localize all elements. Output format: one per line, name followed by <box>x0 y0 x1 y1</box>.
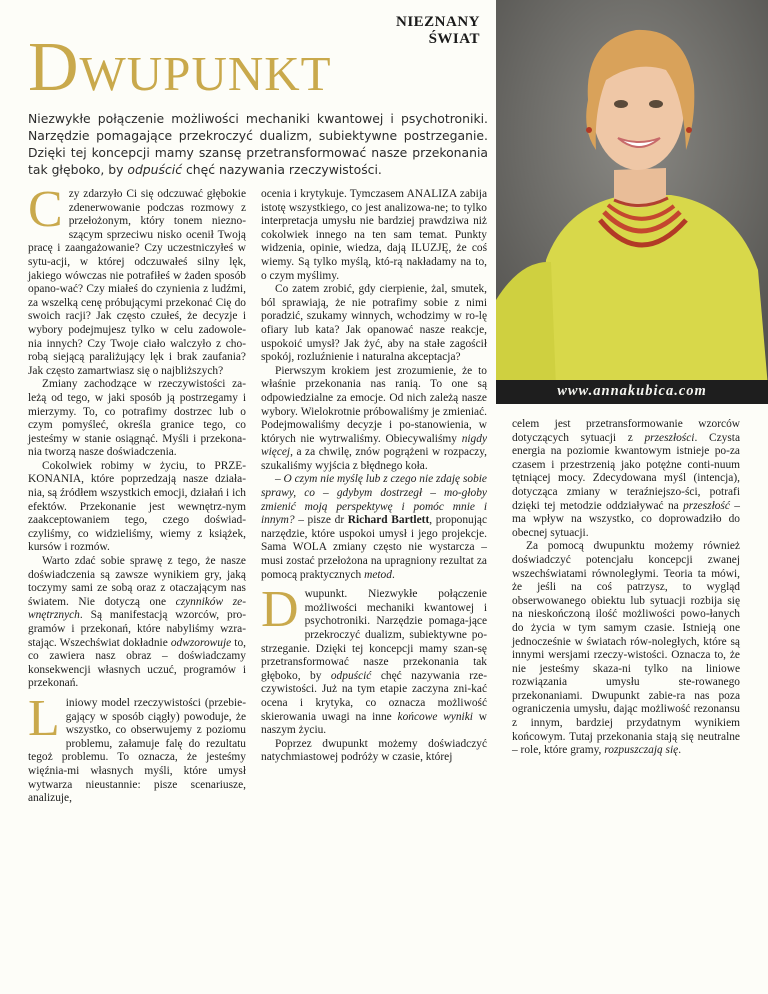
paragraph-text: . Czysta energia na poziomie kwantowym istnieje po-za czasem i przestrzenią jako potężne conti-nuum tętniącej mocy. Zdecydowana myśl (intencja), dotycząca zmiany w teraźniejszo-ści, potrafi dzięki tej metodzie oddziaływać na <box>512 431 741 512</box>
article-title: Dwupunkt <box>28 29 332 106</box>
website-banner <box>496 380 768 404</box>
paragraph-text: Za pomocą dwupunktu możemy również doświadczyć potencjału koncepcji zwanej wszechświatami równoległymi. Teoria ta mówi, że jeśli na coś patrzysz, to wygląd obserwowanego obiektu lub sytuacji rozbija się na nieskończoną ilość możliwości powo-łanych do życia w tym samym czasie. Istnieją one jednocześnie w światach rów-noległych, które są innymi wersjami rzeczy-wistości. Oznacza to, że nie jesteśmy skaza-ni tylko na liniowe rozwiązania umysłu ste-rowanego przekonaniami. Dwupunkt zabie-ra nas poza ograniczenia umysłu, dając możliwość rezonansu z innym, bardziej przydatnym wynikiem końcowym. Tutaj przekonania stają się neutralne – role, które gramy, <box>512 540 740 757</box>
paragraph <box>28 689 246 806</box>
paragraph: Zmiany zachodzące w rzeczywistości za-leżą od tego, w jaki sposób ją postrzegamy i mierzymy. To, co potrafimy dostrzec lub o czym pomyśleć, określa granice tego, co jesteśmy w stanie osiągnąć. Myśli i przekona-nia tworzą nasze doświadczenia. <box>28 378 246 459</box>
section-tag: NIEZNANY ŚWIAT <box>395 14 480 47</box>
paragraph-text: Warto zdać sobie sprawę z tego, że nasze doświadczenia są zawsze wynikiem gry, jaką toczymy sami ze sobą oraz z otaczającym nas światem. Nie dotyczą one <box>28 555 246 608</box>
paragraph: Co zatem zrobić, gdy cierpienie, żal, smutek, ból sprawiają, że nie potrafimy sobie z nimi poradzić, szukamy winnych, wchodzimy w ro-lę ofiary lub kata? Jak opanować nasze reakcje, uspokoić umysł? Jak żyć, aby na stałe zagościł spokój, rozluźnienie i naturalna akceptacja? <box>261 283 487 364</box>
emphasis: odwzorowuje <box>170 636 232 649</box>
lead-text-2: chęć nazywania rzeczywistości. <box>182 162 382 177</box>
paragraph-text: . <box>678 744 682 757</box>
paragraph-text: . <box>391 568 395 581</box>
paragraph-text: wupunkt. Niezwykłe połączenie możliwości mechaniki kwantowej i psychotroniki. Narzędzie pomaga-jące przekroczyć dualizm, subiektywne po-strzeganie. Dzięki tej koncepcji mamy szan-sę przetransformować nasze przekonania tak głęboko, by <box>261 588 487 682</box>
portrait-illustration <box>496 0 768 387</box>
paragraph: ocenia i krytykuje. Tymczasem ANALIZA zabija istotę wszystkiego, co jest analizowa-ne; to tylko interpretacja umysłu nie bardziej prawdziwa niż cokolwiek innego na ten sam temat. Punkty widzenia, opinie, wiedza, dają ILUZJĘ, że coś wiemy. Są tylko myślą, któ-rą nakładamy na to, o czym myślimy. <box>261 188 487 282</box>
emphasis: końcowe wyniki <box>397 710 473 723</box>
paragraph-text: chęć nazywania rze-czywistości. Już na tym etapie zaczyna zni-kać ocena i krytyka, co oznacza możliwość skierowania uwagi na inne <box>261 669 487 723</box>
article-column-2 <box>261 188 487 765</box>
author-name: Richard Bartlett <box>347 514 430 527</box>
paragraph: Cokolwiek robimy w życiu, to PRZE-KONANIA, które poprzedzają nasze działa-nia, są źródłem wszystkich emocji, działań i ich efektów. Przekonanie jest wewnętrz-nym zaakceptowaniem tego, czego doświad-czyliśmy, co widzieliśmy, wiemy z książek, kursów i rozmów. <box>28 459 246 554</box>
paragraph <box>512 540 740 758</box>
article-lead <box>28 110 488 178</box>
paragraph-text: , proponując narzędzie, które uspokoi umysł i jego projekcje. Sama WOLA zmiany często nie wystarcza – musi zostać przełożona na upragniony rezultat za pomocą praktycznych <box>261 514 487 581</box>
quote: – O czym nie myślę lub z czego nie zdaję sobie sprawy, co – gdybym dostrzegł – mo-głoby zmienić moją perspektywę i pomóc mnie i innym? <box>261 473 487 527</box>
article-column-1 <box>28 181 247 806</box>
drop-cap: C <box>28 181 63 238</box>
paragraph <box>28 555 246 691</box>
website-url: www.annakubica.com <box>557 383 707 399</box>
drop-cap: D <box>261 581 299 639</box>
paragraph: Poprzez dwupunkt możemy doświadczyć natychmiastowej podróży w czasie, której <box>261 737 487 764</box>
portrait-photo <box>496 0 768 387</box>
emphasis: metod <box>364 568 392 581</box>
emphasis: odpuścić <box>330 669 372 682</box>
paragraph-text: celem jest przetransformowanie wzorców dotyczących sytuacji z <box>512 418 740 444</box>
emphasis: nigdy więcej <box>261 432 487 459</box>
lead-emphasis: odpuścić <box>127 162 183 177</box>
article-column-3 <box>512 418 740 758</box>
paragraph-text: , a za chwilę, znów pogrążeni w rozpaczy, szukaliśmy wyjścia z błędnego koła. <box>261 446 487 472</box>
paragraph-text: zy zdarzyło Ci się odczuwać głębokie zdenerwowanie podczas rozmowy z przełożonym, który tonem niezno-szącym sprzeciwu nisko ocenił Twoją pracę i zaangażowanie? Czy uczestniczyłeś w sytu-acji, w której odczuwałeś silny lęk, jakiego wówczas nie potrafiłeś w żaden sposób opano-wać? Czy miałeś do czynienia z ludźmi, za wszelką cenę próbującymi przekonać Cię do swoich racji? Jak często czułeś, że decyzje i wybory podejmujesz tylko w celu zadowole-nia innych? Czy Twoje ciało walczyło z cho-robą siejącą paraliżujący lęk i brak zaufania? Jak często zamartwiasz się o najbliższych? <box>28 188 246 377</box>
paragraph-text: w naszym życiu. <box>261 710 488 737</box>
paragraph-text: iniowy model rzeczywistości (przebie-gający w sposób ciągły) powoduje, że wszystko, co obserwujemy z poziomu problemu, załamuje falę do rezultatu tegoż problemu. To oznacza, że jesteśmy więźnia-mi własnych myśli, które umysł wytwarza nieustannie: pisze scenariusze, analizuje, <box>28 696 246 805</box>
paragraph <box>261 473 487 582</box>
paragraph <box>512 418 740 540</box>
paragraph <box>28 181 246 378</box>
paragraph-text: – pisze dr <box>294 514 348 527</box>
lead-text-1: Niezwykłe połączenie możliwości mechaniki kwantowej i psychotroniki. Narzędzie pomagające przekroczyć dualizm, subiektywne postrzeganie. Dzięki tej koncepcji mamy szansę przetransformować nasze przekonania tak głęboko, by <box>28 111 488 177</box>
paragraph-text: – ma wpływ na wszystko, co doprowadziło do obecnej sytuacji. <box>512 499 740 539</box>
paragraph-text: . Są manifestacją wzorców, pro-gramów i przekonań, które nabyliśmy wzra-stając. Wszechświat dokładnie <box>28 609 246 649</box>
paragraph <box>261 581 488 738</box>
drop-cap: L <box>28 689 60 747</box>
paragraph-text: to, co zawiera nasz obraz – doświadczamy konsekwencji własnych uczuć, programów i przekonań. <box>28 636 247 690</box>
emphasis: przeszłości <box>644 431 695 444</box>
emphasis: rozpuszczają się <box>604 744 679 757</box>
emphasis: przeszłość <box>683 499 730 512</box>
paragraph <box>261 365 487 474</box>
emphasis: czynników ze-wnętrznych <box>28 595 246 622</box>
paragraph-text: Pierwszym krokiem jest zrozumienie, że to właśnie przekonania nas ranią. To one są odpowiedzialne za emocje. Od nich zależą nasze wybory. Wielokrotnie próbowaliśmy je zmieniać. Podejmowaliśmy decyzje i po-stanowienia, w których nie wytrwaliśmy. Obiecywaliśmy <box>261 364 487 445</box>
